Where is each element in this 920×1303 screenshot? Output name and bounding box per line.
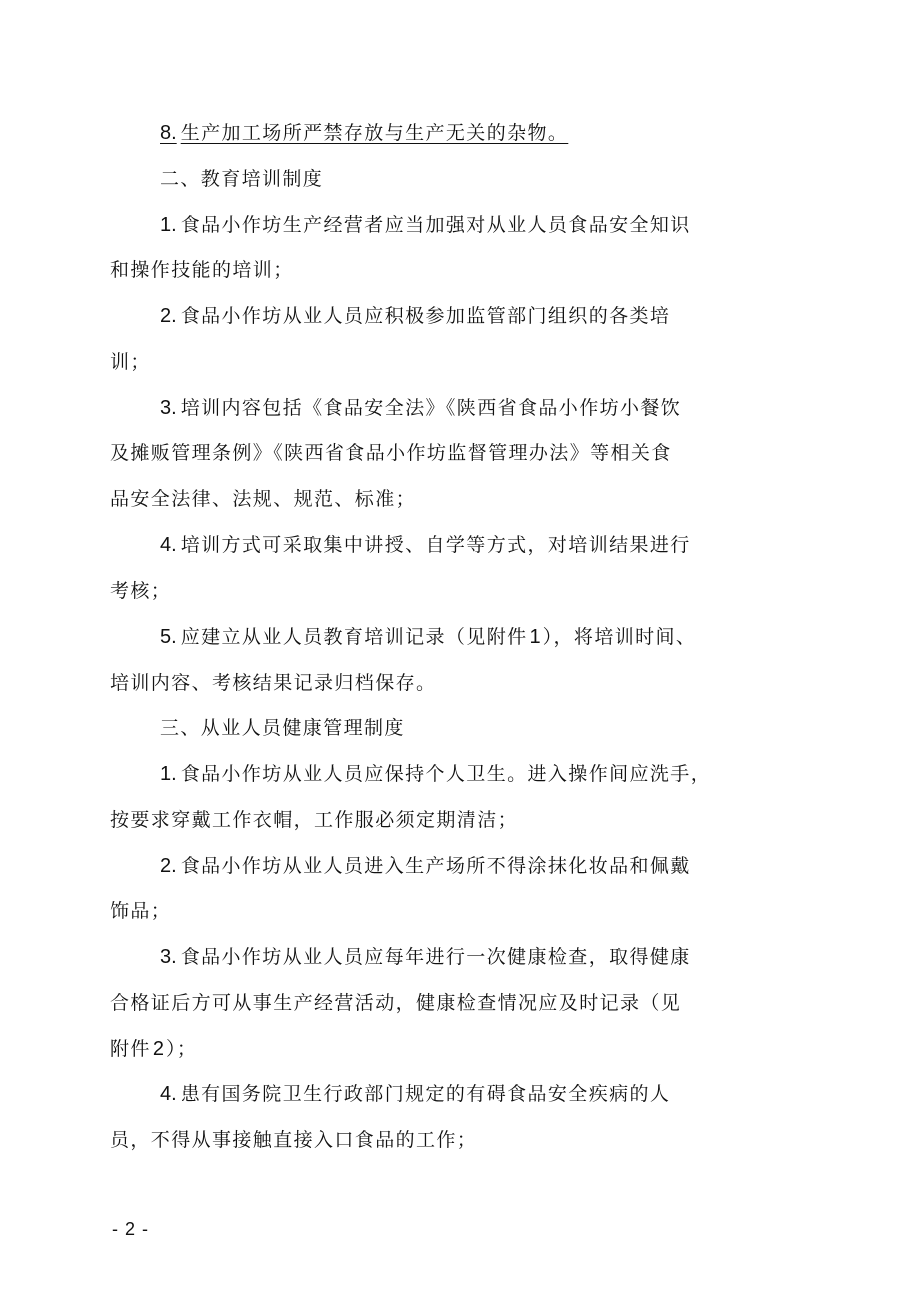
item-number: 8. <box>160 122 177 144</box>
paragraph-line <box>160 304 670 328</box>
paragraph-line <box>160 1082 670 1106</box>
paragraph-line <box>110 1037 197 1061</box>
item-number: 2. <box>160 855 177 877</box>
item-text: 食品小作坊从业人员应积极参加监管部门组织的各类培 <box>180 305 671 327</box>
paragraph-line: 和操作技能的培训； <box>110 259 294 281</box>
item-text: 食品小作坊从业人员应每年进行一次健康检查，取得健康 <box>180 946 691 968</box>
item-text: ），将培训时间、 <box>542 626 697 648</box>
item-text: ）； <box>165 1038 198 1060</box>
paragraph-line <box>160 854 691 878</box>
item-text: 患有国务院卫生行政部门规定的有碍食品安全疾病的人 <box>180 1083 671 1105</box>
item-text: 食品小作坊生产经营者应当加强对从业人员食品安全知识 <box>180 214 691 236</box>
item-text: 附件 <box>110 1038 151 1060</box>
paragraph-line <box>160 762 711 786</box>
paragraph-line: 训； <box>110 351 151 373</box>
item-number: 2. <box>160 305 177 327</box>
section-heading: 三、从业人员健康管理制度 <box>160 717 405 739</box>
paragraph-line: 合格证后方可从事生产经营活动，健康检查情况应及时记录（见 <box>110 992 682 1014</box>
paragraph-line: 培训内容、考核结果记录归档保存。 <box>110 672 437 694</box>
item-number: 3. <box>160 946 177 968</box>
item-text: 生产加工场所严禁存放与生产无关的杂物。 <box>180 122 569 144</box>
item-text: 食品小作坊从业人员应保持个人卫生。进入操作间应洗手， <box>180 763 712 785</box>
item-number: 1. <box>160 763 177 785</box>
paragraph-line <box>160 625 696 649</box>
paragraph-line: 按要求穿戴工作衣帽，工作服必须定期清洁； <box>110 809 519 831</box>
item-number: 5. <box>160 626 177 648</box>
attachment-ref: 1 <box>529 626 541 648</box>
item-text: 培训方式可采取集中讲授、自学等方式，对培训结果进行 <box>180 534 691 556</box>
item-text: 培训内容包括《食品安全法》《陕西省食品小作坊小餐饮 <box>180 397 682 419</box>
item-text: 应建立从业人员教育培训记录（见附件 <box>180 626 528 648</box>
item-number: 4. <box>160 1083 177 1105</box>
item-number: 3. <box>160 397 177 419</box>
paragraph-line: 考核； <box>110 580 172 602</box>
page-number: - 2 - <box>112 1219 150 1239</box>
item-8 <box>160 121 568 145</box>
paragraph-line: 及摊贩管理条例》《陕西省食品小作坊监督管理办法》等相关食 <box>110 442 672 464</box>
section-heading: 二、教育培训制度 <box>160 168 324 190</box>
paragraph-line: 饰品； <box>110 900 172 922</box>
item-text: 食品小作坊从业人员进入生产场所不得涂抹化妆品和佩戴 <box>180 855 691 877</box>
paragraph-line: 员，不得从事接触直接入口食品的工作； <box>110 1129 478 1151</box>
paragraph-line <box>160 396 681 420</box>
paragraph-line: 品安全法律、法规、规范、标准； <box>110 488 417 510</box>
paragraph-line <box>160 533 691 557</box>
item-number: 4. <box>160 534 177 556</box>
paragraph-line <box>160 213 691 237</box>
paragraph-line <box>160 945 691 969</box>
item-number: 1. <box>160 214 177 236</box>
attachment-ref: 2 <box>152 1038 164 1060</box>
